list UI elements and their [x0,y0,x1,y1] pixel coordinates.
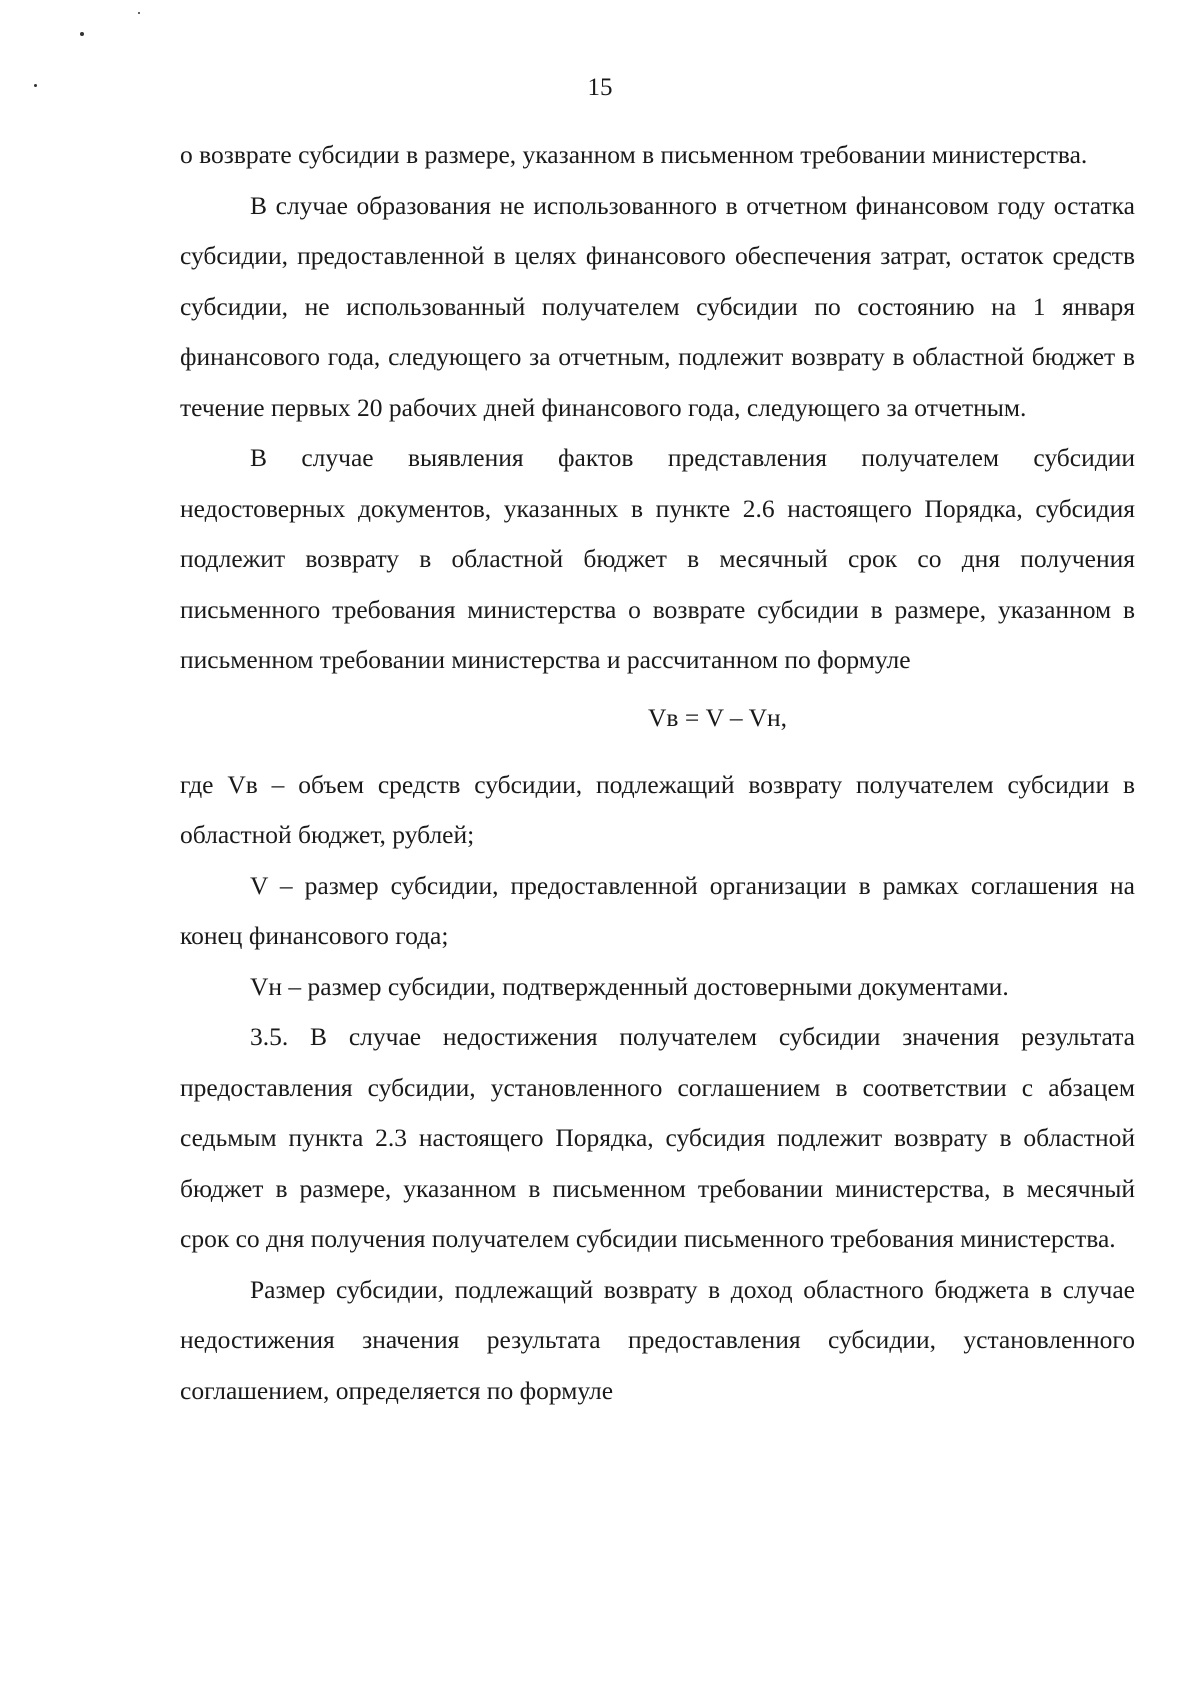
paragraph-definition-vn: Vн – размер субсидии, подтвержденный достоверными документами. [250,971,1009,1001]
page-number: 15 [587,74,613,101]
scan-speck [80,32,84,36]
paragraph-unused-balance: В случае образования не использованного в отчетном финансовом году остатка субсидии, предоставленной в целях финансового обеспечения затрат, остаток средств субсидии, не использованный получателем субсидии по состоянию на 1 января финансового года, следующего за отчетным, подлежит возврату в областной бюджет в течение первых 20 рабочих дней финансового года, следующего за отчетным. [180,190,1135,422]
document-body [180,130,1135,1416]
formula-return-volume: Vв = V – Vн, [647,702,788,732]
paragraph-false-documents: В случае выявления фактов представления получателем субсидии недостоверных документов, указанных в пункте 2.6 настоящего Порядка, субсидия подлежит возврату в областной бюджет в месячный срок со дня получения письменного требования министерства о возврате субсидии в размере, указанном в письменном требовании министерства и рассчитанном по формуле [180,443,1135,674]
paragraph-return-size: Размер субсидии, подлежащий возврату в доход областного бюджета в случае недостижения значения результата предоставления субсидии, установленного соглашением, определяется по формуле [180,1274,1135,1405]
scan-speck [138,12,140,14]
paragraph-section-3-5: 3.5. В случае недостижения получателем субсидии значения результата предоставления субсидии, установленного соглашением в соответствии с абзацем седьмым пункта 2.3 настоящего Порядка, субсидия подлежит возврату в областной бюджет в размере, указанном в письменном требовании министерства, в месячный срок со дня получения получателем субсидии письменного требования министерства. [180,1022,1135,1253]
paragraph-where-vv: где Vв – объем средств субсидии, подлежащий возврату получателем субсидии в областной бюджет, рублей; [180,769,1135,849]
paragraph-definition-v: V – размер субсидии, предоставленной организации в рамках соглашения на конец финансового года; [180,870,1135,950]
paragraph-continuation: о возврате субсидии в размере, указанном в письменном требовании министерства. [180,140,1088,169]
